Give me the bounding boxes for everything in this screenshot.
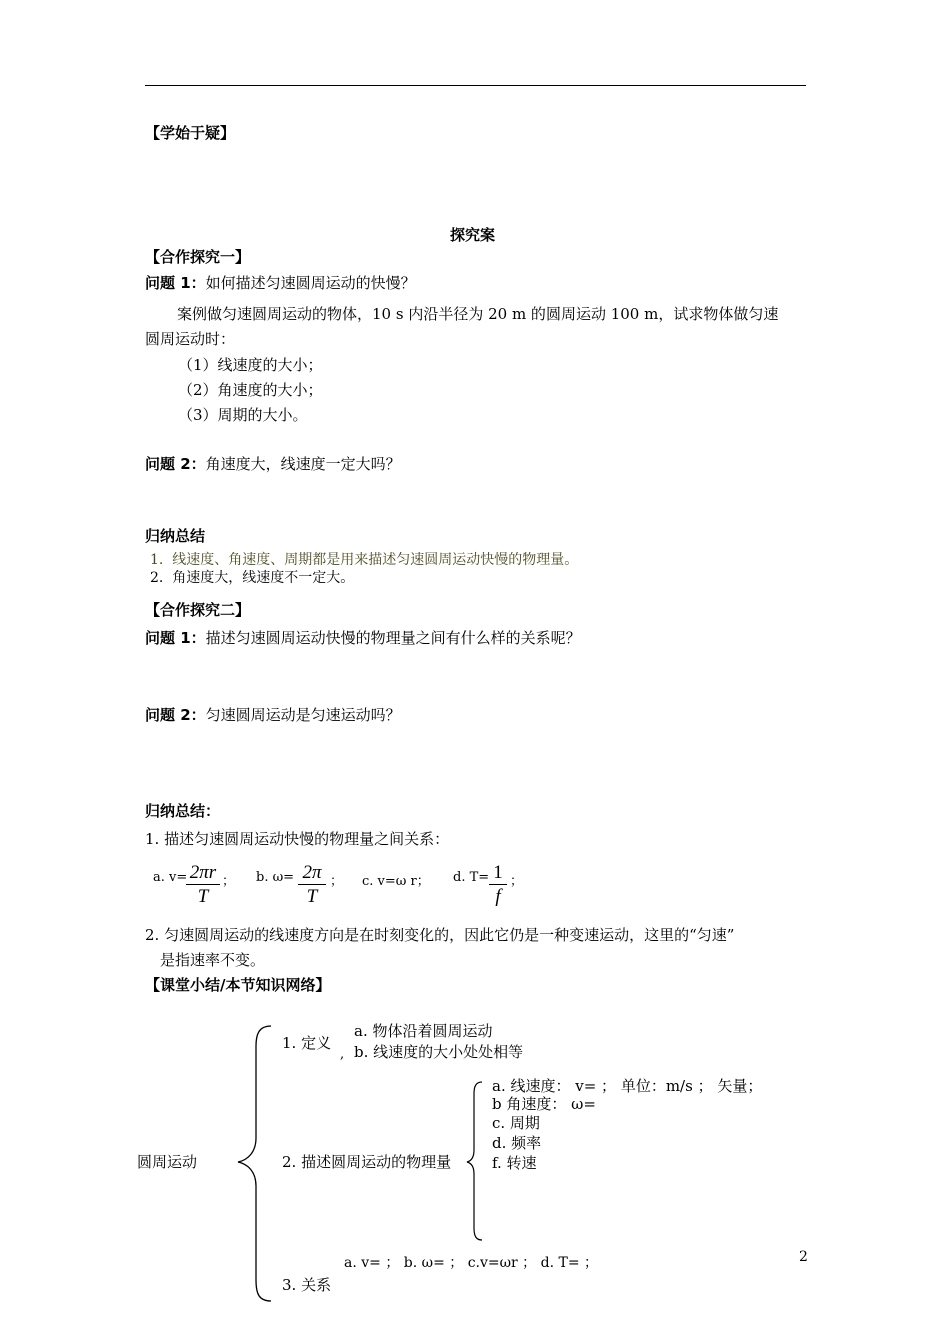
header-rule [145,85,806,86]
formula-b-fraction [298,862,326,909]
case-line-1: 案例做匀速圆周运动的物体，10 s 内沿半径为 20 m 的圆周运动 100 m，试求物体做匀速 [177,305,779,323]
case-item: （3）周期的大小。 [178,406,308,424]
network-root: 圆周运动 [137,1153,198,1171]
summary-heading: 归纳总结 [145,527,206,545]
fraction-numerator: 2πr [186,862,220,885]
question-label: 问题 1： [145,629,206,647]
question-1 [145,627,581,648]
formula-separator: ； [330,874,344,889]
summary-item-number: 2. [150,570,164,586]
summary-item-1 [150,549,578,569]
question-text: 描述匀速圆周运动快慢的物理量之间有什么样的关系呢？ [205,629,581,647]
section-heading-doubt: 【学始于疑】 [145,124,236,142]
question-label: 问题 2： [145,706,206,724]
question-label: 问题 2： [145,455,206,473]
network-quantities-label: 2. 描述圆周运动的物理量 [282,1153,452,1171]
formula-d-fraction [489,862,507,909]
question-1 [145,272,416,293]
summary-item-text: 角速度大，线速度不一定大。 [172,570,355,586]
case-item: （2）角速度的大小； [178,381,323,399]
fraction-denominator: T [197,886,209,907]
network-definition-a: a. 物体沿着圆周运动 [354,1022,493,1040]
formula-a-fraction [186,862,220,909]
summary-item-number: 1. [150,552,164,568]
fraction-denominator: T [306,886,318,907]
question-text: 匀速圆周运动是匀速运动吗？ [205,706,401,724]
summary-line-2: 2. 匀速圆周运动的线速度方向是在时刻变化的，因此它仍是一种变速运动，这里的“匀速” [145,926,735,944]
case-item: （1）线速度的大小； [178,356,323,374]
section-heading-network: 【课堂小结/本节知识网络】 [145,976,331,994]
summary-item-text: 线速度、角速度、周期都是用来描述匀速圆周运动快慢的物理量。 [172,552,579,568]
network-quantity-a: a. 线速度： v= ； 单位：m/s ； 矢量； [492,1077,763,1095]
question-label: 问题 1： [145,274,206,292]
formula-separator: ； [510,874,524,889]
network-definition-comma: , [340,1047,345,1062]
formula-separator: ； [222,874,236,889]
question-text: 角速度大，线速度一定大吗？ [205,455,401,473]
network-definition-label: 1. 定义 [282,1034,332,1052]
question-text: 如何描述匀速圆周运动的快慢？ [205,274,416,292]
formula-c: c. v=ω r； [362,874,430,889]
formula-d-label: d. T= [453,870,490,885]
fraction-numerator: 1 [489,862,507,885]
network-relations-line: a. v= ； b. ω= ； c.v=ωr ； d. T= ； [344,1255,599,1271]
case-line-2: 圆周运动时： [145,330,236,348]
formula-b-label: b. ω= [256,870,295,885]
summary-heading: 归纳总结： [145,802,221,820]
network-quantity-f: f. 转速 [492,1154,537,1172]
network-relations-label: 3. 关系 [282,1276,332,1294]
question-2 [145,453,401,474]
network-quantity-b: b 角速度： ω= [492,1095,596,1113]
section-heading-explore-2: 【合作探究二】 [145,601,251,619]
fraction-denominator: f [495,886,501,907]
page-title: 探究案 [450,226,496,244]
network-quantity-d: d. 频率 [492,1134,542,1152]
network-quantity-c: c. 周期 [492,1114,540,1132]
question-2 [145,704,401,725]
fraction-numerator: 2π [298,862,326,885]
section-heading-explore-1: 【合作探究一】 [145,248,251,266]
page-number: 2 [799,1249,808,1265]
summary-item-2 [150,567,354,587]
network-definition-b: b. 线速度的大小处处相等 [354,1043,524,1061]
summary-line-1: 1. 描述匀速圆周运动快慢的物理量之间关系： [145,830,450,848]
summary-line-2-cont: 是指速率不变。 [160,951,266,969]
formula-a-label: a. v= [153,870,188,885]
